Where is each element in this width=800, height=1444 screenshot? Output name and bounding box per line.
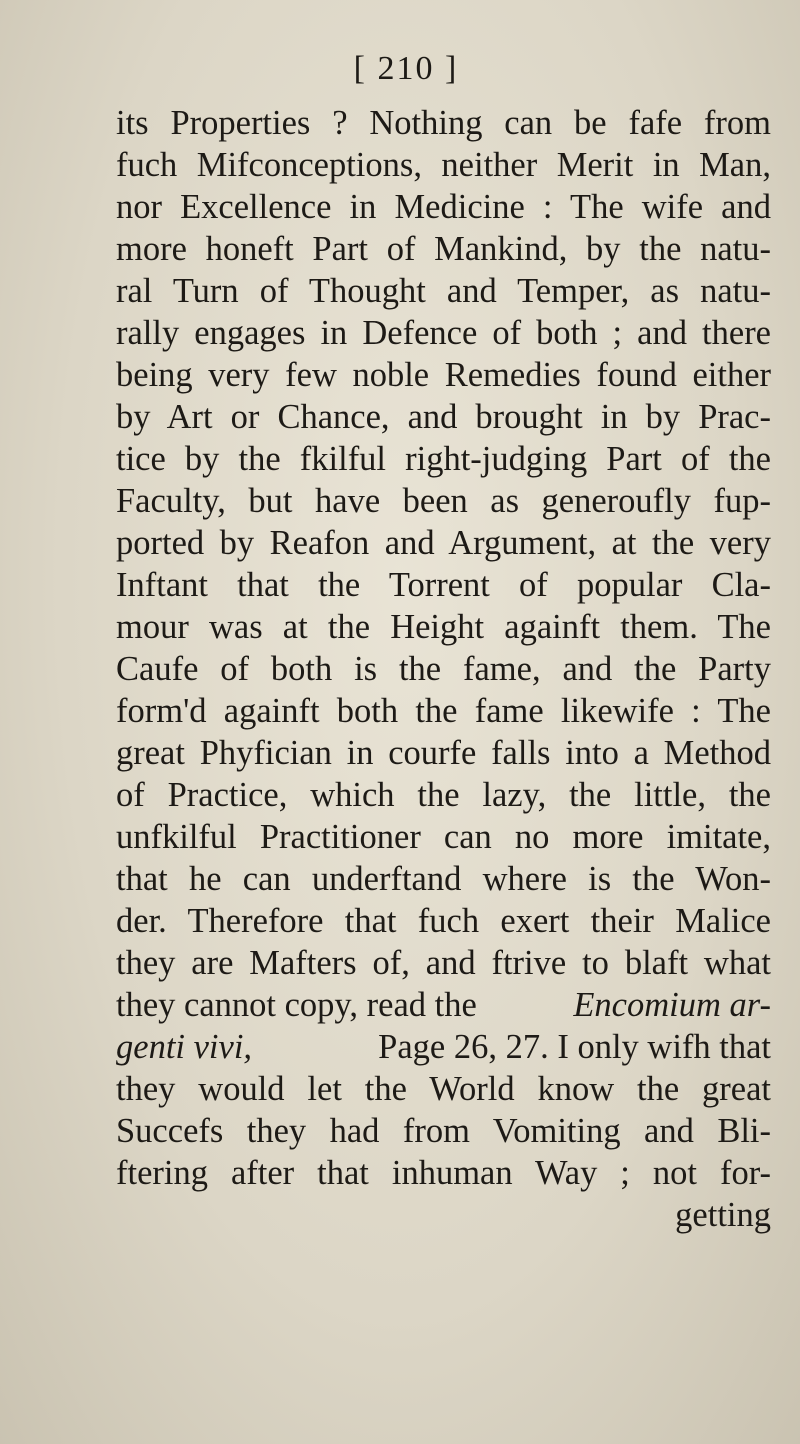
text-span: Page 26, 27. I only wifh that: [378, 1028, 771, 1066]
text-line: mour was at the Height againft them. The: [116, 608, 771, 646]
text-line: of Practice, which the lazy, the little, the: [116, 776, 771, 814]
text-line: ftering after that inhuman Way ; not for-: [116, 1154, 771, 1192]
text-line: der. Therefore that fuch exert their Malice: [116, 902, 771, 940]
text-line: ported by Reafon and Argument, at the very: [116, 524, 771, 562]
text-line-mixed: [116, 982, 771, 1028]
text-line: unfkilful Practitioner can no more imitate,: [116, 818, 771, 856]
text-line: great Phyfician in courfe falls into a Method: [116, 734, 771, 772]
text-line: they would let the World know the great: [116, 1070, 771, 1108]
text-line: that he can underftand where is the Won-: [116, 860, 771, 898]
text-line: Faculty, but have been as generoufly fup-: [116, 482, 771, 520]
text-line: ral Turn of Thought and Temper, as natu-: [116, 272, 771, 310]
text-line: form'd againft both the fame likewife : The: [116, 692, 771, 730]
italic-title: genti vivi,: [116, 1028, 253, 1066]
text-line-mixed: [116, 1024, 771, 1070]
italic-title: Encomium ar-: [573, 986, 771, 1024]
text-line: rally engages in Defence of both ; and there: [116, 314, 771, 352]
page-number: [ 210 ]: [353, 50, 459, 87]
text-line: nor Excellence in Medicine : The wife and: [116, 188, 771, 226]
text-line: its Properties ? Nothing can be fafe from: [116, 104, 771, 142]
text-line: being very few noble Remedies found either: [116, 356, 771, 394]
text-line: Succefs they had from Vomiting and Bli-: [116, 1112, 771, 1150]
text-line: fuch Mifconceptions, neither Merit in Man,: [116, 146, 771, 184]
text-line: by Art or Chance, and brought in by Prac-: [116, 398, 771, 436]
text-line: Inftant that the Torrent of popular Cla-: [116, 566, 771, 604]
text-line: Caufe of both is the fame, and the Party: [116, 650, 771, 688]
catchword: getting: [675, 1196, 771, 1234]
text-span: they cannot copy, read the: [116, 986, 477, 1024]
text-line: tice by the fkilful right-judging Part of the: [116, 440, 771, 478]
text-line: more honeft Part of Mankind, by the natu-: [116, 230, 771, 268]
text-line: they are Mafters of, and ftrive to blaft what: [116, 944, 771, 982]
